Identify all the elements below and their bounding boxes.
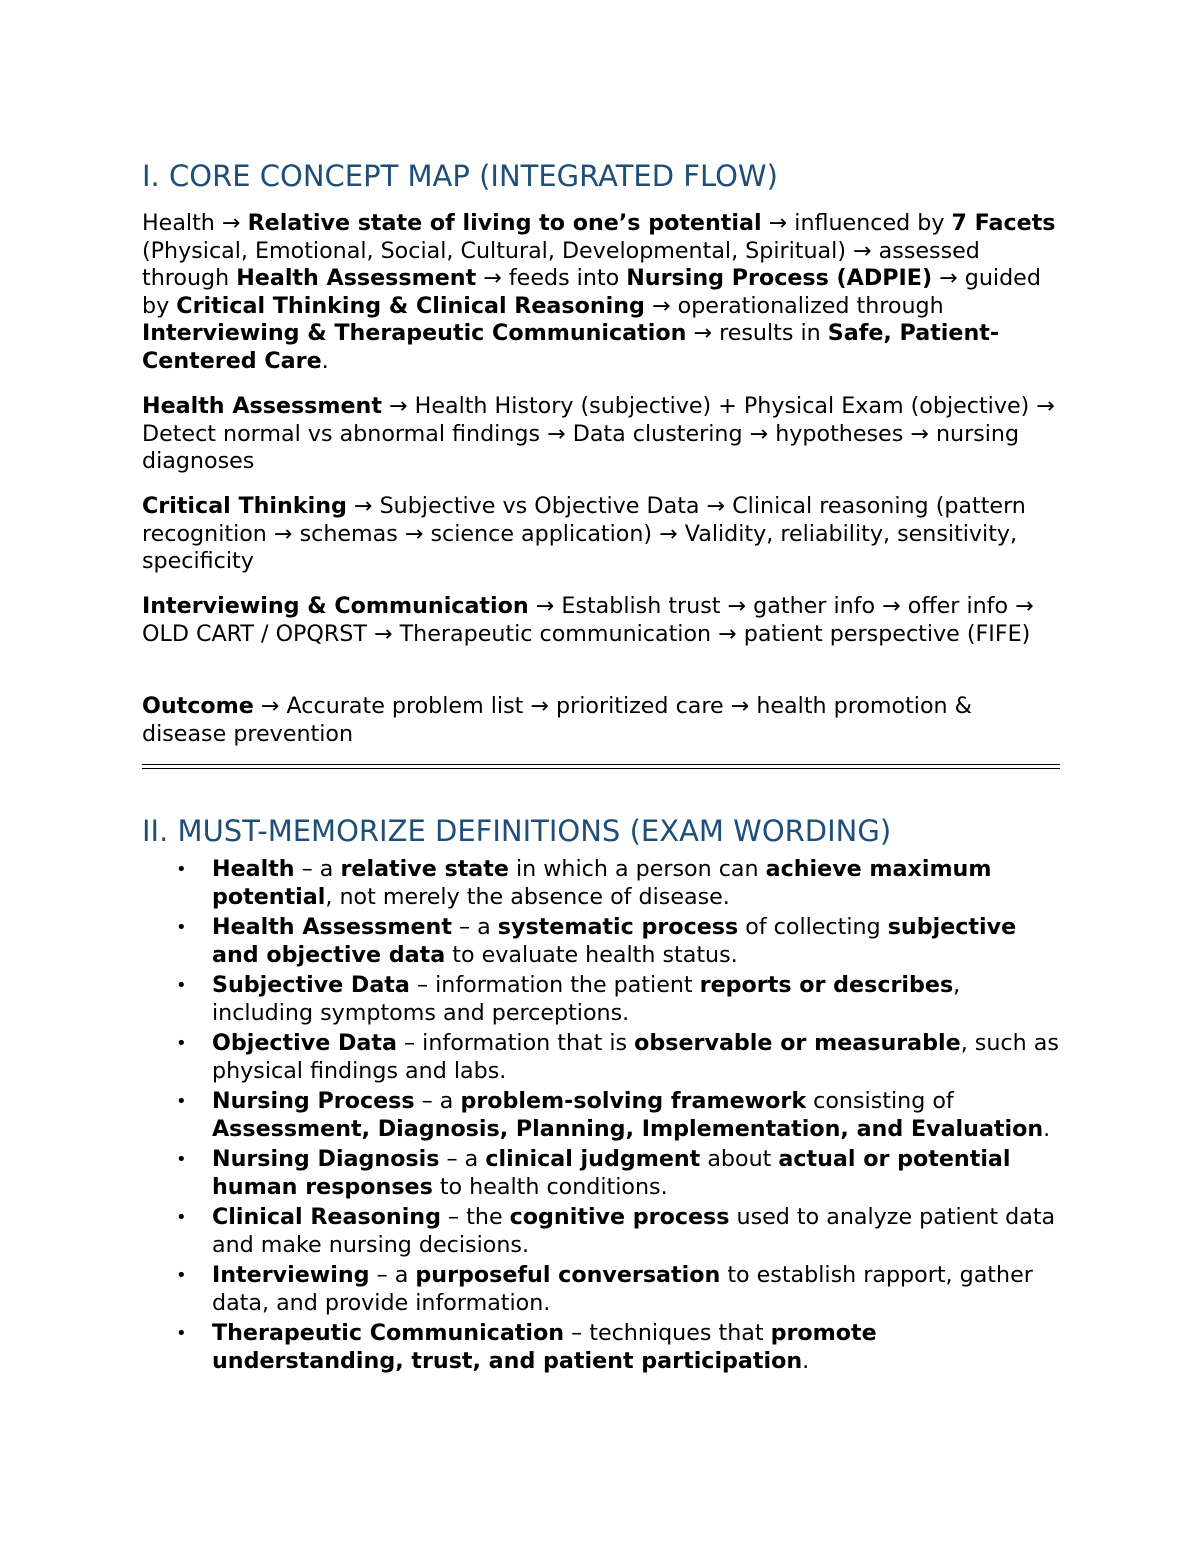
definition-item	[142, 972, 1062, 1027]
definition-text: Nursing Process – a problem-solving framework consisting of Assessment, Diagnosis, Planning, Implementation, and Evaluation.	[212, 1088, 1051, 1142]
definition-text: Therapeutic Communication – techniques that promote understanding, trust, and patient participation.	[212, 1320, 877, 1374]
bold-term: Therapeutic Communication	[212, 1320, 565, 1346]
bold-term: problem-solving framework	[460, 1088, 807, 1114]
bold-term: 7 Facets	[951, 210, 1056, 236]
definition-item	[142, 1146, 1062, 1201]
definition-item	[142, 1320, 1062, 1375]
bold-term: achieve maximum potential	[212, 856, 992, 910]
bold-term: Health Assessment	[142, 393, 382, 419]
definition-item	[142, 914, 1062, 969]
section-heading-definitions: II. MUST-MEMORIZE DEFINITIONS (EXAM WORDING)	[142, 814, 892, 848]
definition-item	[142, 1030, 1062, 1085]
bold-term: Relative state of living to one’s potential	[247, 210, 762, 236]
section-heading-core-concept-map: I. CORE CONCEPT MAP (INTEGRATED FLOW)	[142, 159, 778, 193]
definition-text: Clinical Reasoning – the cognitive process used to analyze patient data and make nursing decisions.	[212, 1204, 1056, 1258]
bold-term: Interviewing & Therapeutic Communication	[142, 320, 687, 346]
bold-term: Nursing Process	[212, 1088, 415, 1114]
bullet-icon: •	[176, 1265, 187, 1286]
bold-term: Subjective Data	[212, 972, 410, 998]
definition-item	[142, 856, 1062, 911]
definition-text: Objective Data – information that is observable or measurable, such as physical findings and labs.	[212, 1030, 1059, 1084]
critical-thinking-flow-paragraph: Critical Thinking → Subjective vs Objective Data → Clinical reasoning (pattern recognition → schemas → science application) → Validity, reliability, sensitivity, specificity	[142, 493, 1026, 574]
definition-item	[142, 1204, 1062, 1259]
bold-term: relative state	[340, 856, 509, 882]
bold-term: Safe, Patient-Centered Care	[142, 320, 1000, 374]
section-divider	[142, 764, 1060, 769]
bold-term: Health	[212, 856, 295, 882]
bold-term: cognitive process	[509, 1204, 730, 1230]
bold-term: promote understanding, trust, and patient participation	[212, 1320, 877, 1374]
bold-term: purposeful conversation	[415, 1262, 721, 1288]
bullet-icon: •	[176, 975, 187, 996]
bold-term: Nursing Process (ADPIE)	[626, 265, 933, 291]
bold-term: Critical Thinking	[142, 493, 347, 519]
bold-term: clinical judgment	[485, 1146, 701, 1172]
bold-term: observable or measurable	[634, 1030, 961, 1056]
bold-term: actual or potential human responses	[212, 1146, 1011, 1200]
bold-term: Health Assessment	[212, 914, 452, 940]
bold-term: Clinical Reasoning	[212, 1204, 441, 1230]
bold-term: Interviewing & Communication	[142, 593, 529, 619]
bold-term: systematic process	[497, 914, 739, 940]
bullet-icon: •	[176, 1207, 187, 1228]
bold-term: Health Assessment	[236, 265, 477, 291]
outcome-flow-paragraph: Outcome → Accurate problem list → prioritized care → health promotion & disease prevention	[142, 693, 972, 747]
health-assessment-flow-paragraph: Health Assessment → Health History (subjective) + Physical Exam (objective) → Detect normal vs abnormal findings → Data clustering → hypotheses → nursing diagnoses	[142, 393, 1055, 474]
bold-term: Nursing Diagnosis	[212, 1146, 440, 1172]
bullet-icon: •	[176, 1323, 187, 1344]
definitions-list	[142, 856, 1062, 1378]
definition-text: Interviewing – a purposeful conversation to establish rapport, gather data, and provide information.	[212, 1262, 1033, 1316]
bullet-icon: •	[176, 859, 187, 880]
definition-text: Nursing Diagnosis – a clinical judgment about actual or potential human responses to health conditions.	[212, 1146, 1011, 1200]
definition-item	[142, 1262, 1062, 1317]
bullet-icon: •	[176, 917, 187, 938]
bullet-icon: •	[176, 1149, 187, 1170]
definition-text: Health Assessment – a systematic process of collecting subjective and objective data to evaluate health status.	[212, 914, 1017, 968]
bold-term: Assessment, Diagnosis, Planning, Implementation, and Evaluation	[212, 1115, 1044, 1142]
bullet-icon: •	[176, 1033, 187, 1054]
interviewing-flow-paragraph: Interviewing & Communication → Establish trust → gather info → offer info → OLD CART / OPQRST → Therapeutic communication → patient perspective (FIFE)	[142, 593, 1034, 647]
definition-text: Health – a relative state in which a person can achieve maximum potential, not merely the absence of disease.	[212, 856, 992, 910]
concept-map-paragraph: Health → Relative state of living to one’s potential → influenced by 7 Facets (Physical, Emotional, Social, Cultural, Developmental, Spiritual) → assessed through Health Assessment → feeds into Nursing Process (ADPIE) → guided by Critical Thinking & Clinical Reasoning → operationalized through Interviewing & Therapeutic Communication → results in Safe, Patient-Centered Care.	[142, 210, 1056, 374]
bold-term: Critical Thinking & Clinical Reasoning	[176, 292, 645, 319]
bullet-icon: •	[176, 1091, 187, 1112]
bold-term: Outcome	[142, 693, 254, 719]
bold-term: reports or describes	[699, 972, 954, 998]
bold-term: Interviewing	[212, 1262, 370, 1288]
bold-term: subjective and objective data	[212, 914, 1017, 968]
bold-term: Objective Data	[212, 1030, 397, 1056]
definition-text: Subjective Data – information the patient reports or describes, including symptoms and perceptions.	[212, 972, 961, 1026]
definition-item	[142, 1088, 1062, 1143]
